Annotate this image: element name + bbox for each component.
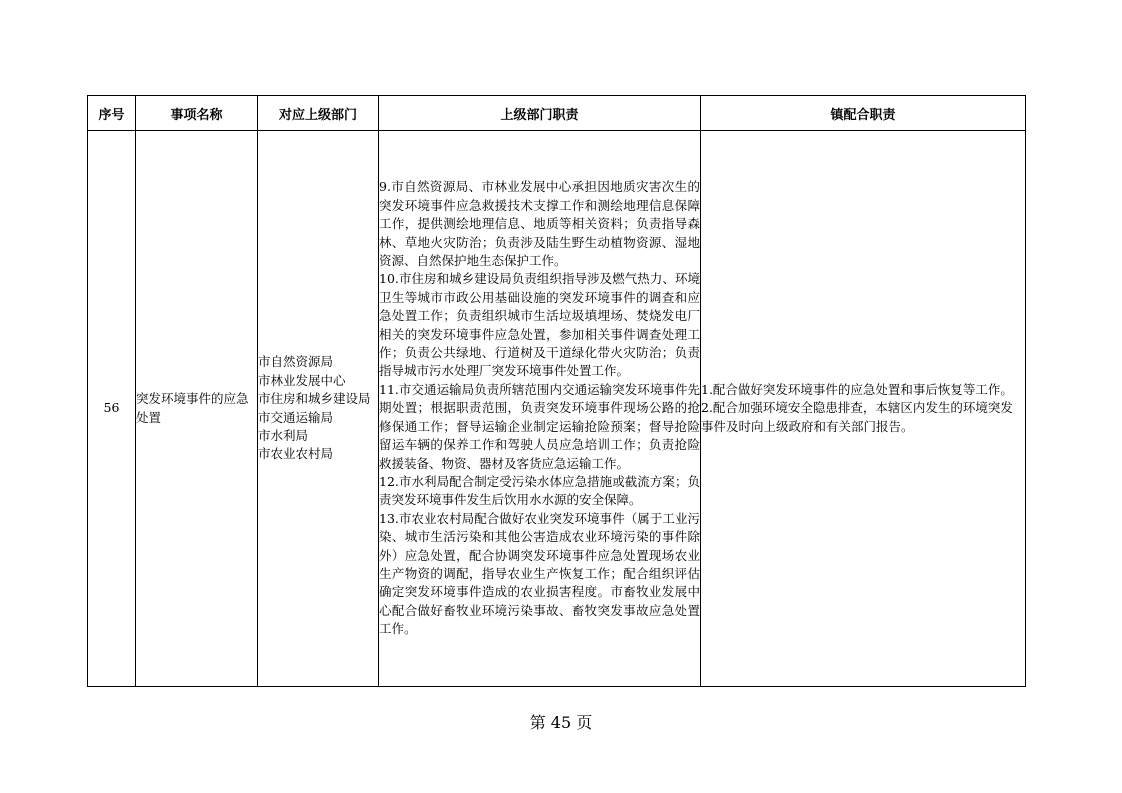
table-row: [88, 131, 1026, 687]
header-no: 序号: [88, 96, 136, 131]
department-item: 市水利局: [258, 427, 309, 443]
header-town-duties: 镇配合职责: [701, 96, 1026, 131]
upper-duties-cell: [379, 131, 701, 687]
header-upper-department: 对应上级部门: [258, 96, 379, 131]
department-item: 市林业发展中心: [258, 372, 346, 388]
department-item: 市交通运输局: [258, 409, 334, 425]
department-item: 市农业农村局: [258, 446, 334, 462]
town-duty-paragraph: 2.配合加强环境安全隐患排查，本辖区内发生的环境突发事件及时向上级政府和有关部门报告。: [701, 400, 1013, 434]
header-item-name: 事项名称: [136, 96, 258, 131]
page-number: 第 45 页: [529, 713, 593, 732]
department-item: 市自然资源局: [258, 354, 334, 370]
duty-table: [87, 95, 1026, 687]
town-duties-cell: [701, 131, 1026, 687]
town-duty-paragraph: 1.配合做好突发环境事件的应急处置和事后恢复等工作。: [701, 381, 1013, 397]
upper-duty-paragraph: 10.市住房和城乡建设局负责组织指导涉及燃气热力、环境卫生等城市市政公用基础设施的突发环境事件的调查和应急处置工作；负责组织城市生活垃圾填埋场、焚烧发电厂相关的突发环境事件应急处置，参加相关事件调查处理工作；负责公共绿地、行道树及干道绿化带火灾防治；负责指导城市污水处理厂突发环境事件处置工作。: [379, 271, 700, 379]
upper-duty-paragraph: 13.市农业农村局配合做好农业突发环境事件（属于工业污染、城市生活污染和其他公害造成农业环境污染的事件除外）应急处置，配合协调突发环境事件应急处置现场农业生产物资的调配，指导农业生产恢复工作；配合组织评估确定突发环境事件造成的农业损害程度。市畜牧业发展中心配合做好畜牧业环境污染事故、畜牧突发事故应急处置工作。: [379, 510, 700, 637]
department-list: [258, 131, 379, 687]
item-name: 突发环境事件的应急处置: [136, 131, 258, 687]
row-number: 56: [88, 131, 136, 687]
department-item: 市住房和城乡建设局: [258, 391, 371, 407]
upper-duty-paragraph: 11.市交通运输局负责所辖范围内交通运输突发环境事件先期处置；根据职责范围，负责突发环境事件现场公路的抢修保通工作；督导运输企业制定运输抢险预案；督导抢险留运车辆的保养工作和驾驶人员应急培训工作；负责抢险救援装备、物资、器材及客货应急运输工作。: [379, 381, 700, 471]
header-row: [88, 96, 1026, 131]
upper-duty-paragraph: 9.市自然资源局、市林业发展中心承担因地质灾害次生的突发环境事件应急救援技术支撑工作和测绘地理信息保障工作，提供测绘地理信息、地质等相关资料；负责指导森林、草地火灾防治；负责涉及陆生野生动植物资源、湿地资源、自然保护地生态保护工作。: [379, 179, 700, 269]
header-upper-duties: 上级部门职责: [379, 96, 701, 131]
upper-duty-paragraph: 12.市水利局配合制定受污染水体应急措施或截流方案；负责突发环境事件发生后饮用水水源的安全保障。: [379, 473, 700, 508]
